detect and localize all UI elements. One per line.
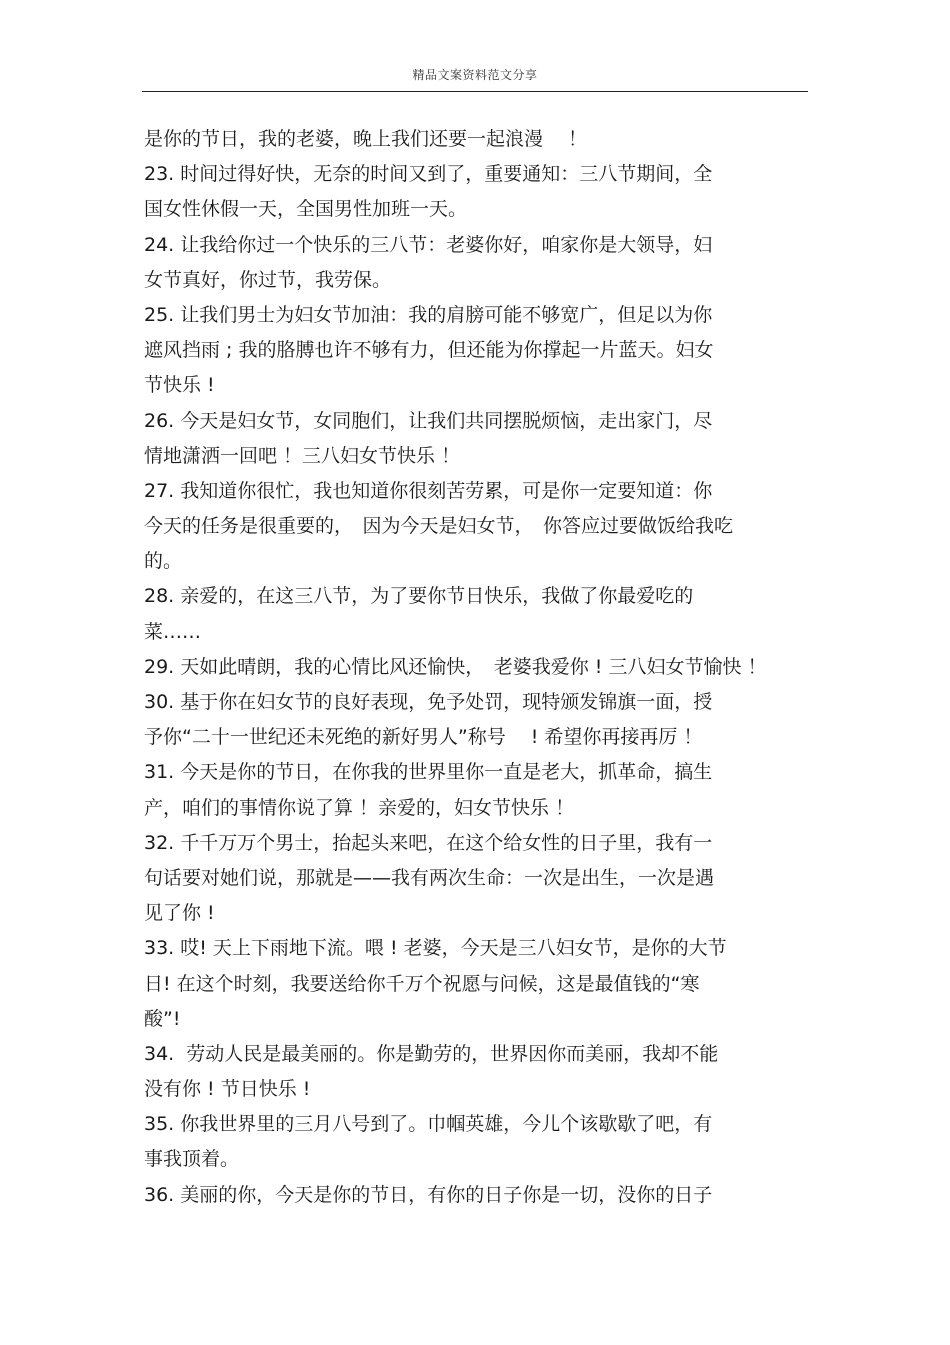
text-line: 今天的任务是很重要的， 因为今天是妇女节， 你答应过要做饭给我吃 xyxy=(144,515,734,538)
text-line: 句话要对她们说，那就是——我有两次生命：一次是出生，一次是遇 xyxy=(144,866,715,889)
text-line: 29. 天如此晴朗，我的心情比风还愉快， 老婆我爱你 ! 三八妇女节愉快 ！ xyxy=(144,655,767,678)
text-line: 25. 让我们男士为妇女节加油：我的肩膀可能不够宽广，但足以为你 xyxy=(144,303,713,326)
text-line: 30. 基于你在妇女节的良好表现，免予处罚，现特颁发锦旗一面，授 xyxy=(144,691,713,713)
text-line: 是你的节日，我的老婆，晚上我们还要一起浪漫 ！ xyxy=(144,128,588,150)
text-line: 32. 千千万万个男士，抬起头来吧，在这个给女性的日子里，我有一 xyxy=(144,831,713,854)
text-line: 23. 时间过得好快，无奈的时间又到了，重要通知：三八节期间，全 xyxy=(144,163,713,186)
text-line: 情地潇洒一回吧 ！三八妇女节快乐 ！ xyxy=(144,444,461,467)
page-header: 精品文案资料范文分享 xyxy=(412,68,538,82)
text-line: 的。 xyxy=(144,550,183,573)
text-line: 遮风挡雨 ; 我的胳膊也许不够有力，但还能为你撑起一片蓝天。妇女 xyxy=(144,339,714,362)
text-line: 产，咱们的事情你说了算 ！亲爱的，妇女节快乐 ！ xyxy=(144,796,575,819)
document-body xyxy=(144,122,814,1213)
text-line: 34. 劳动人民是最美丽的。你是勤劳的，世界因你而美丽，我却不能 xyxy=(144,1042,719,1065)
text-line: 见了你 ! xyxy=(144,902,215,925)
text-line: 酸”! xyxy=(144,1007,181,1030)
text-line: 国女性休假一天，全国男性加班一天。 xyxy=(144,198,468,221)
text-line: 26. 今天是妇女节，女同胞们，让我们共同摆脱烦恼，走出家门，尽 xyxy=(144,409,713,432)
text-line: 女节真好，你过节，我劳保。 xyxy=(144,268,392,291)
text-line: 事我顶着。 xyxy=(144,1148,240,1171)
text-line: 27. 我知道你很忙，我也知道你很刻苦劳累，可是你一定要知道：你 xyxy=(144,479,713,502)
text-line: 没有你 ! 节日快乐 ! xyxy=(144,1078,311,1101)
text-line: 31. 今天是你的节日，在你我的世界里你一直是老大，抓革命，搞生 xyxy=(144,761,713,784)
text-line: 日! 在这个时刻，我要送给你千万个祝愿与问候，这是最值钱的“寒 xyxy=(144,972,700,995)
text-line: 36. 美丽的你，今天是你的节日，有你的日子你是一切，没你的日子 xyxy=(144,1183,713,1206)
text-line: 菜…… xyxy=(144,620,202,643)
text-line: 24. 让我给你过一个快乐的三八节：老婆你好，咱家你是大领导，妇 xyxy=(144,233,713,256)
header-divider xyxy=(142,91,808,92)
text-line: 予你“二十一世纪还未死绝的新好男人”称号 ! 希望你再接再厉 ！ xyxy=(144,726,703,749)
text-line: 节快乐 ! xyxy=(144,374,215,397)
text-line: 28. 亲爱的，在这三八节，为了要你节日快乐，我做了你最爱吃的 xyxy=(144,585,694,608)
text-line: 33. 哎! 天上下雨地下流。喂 ! 老婆，今天是三八妇女节，是你的大节 xyxy=(144,937,727,960)
text-line: 35. 你我世界里的三月八号到了。巾帼英雄，今儿个该歇歇了吧，有 xyxy=(144,1113,713,1136)
